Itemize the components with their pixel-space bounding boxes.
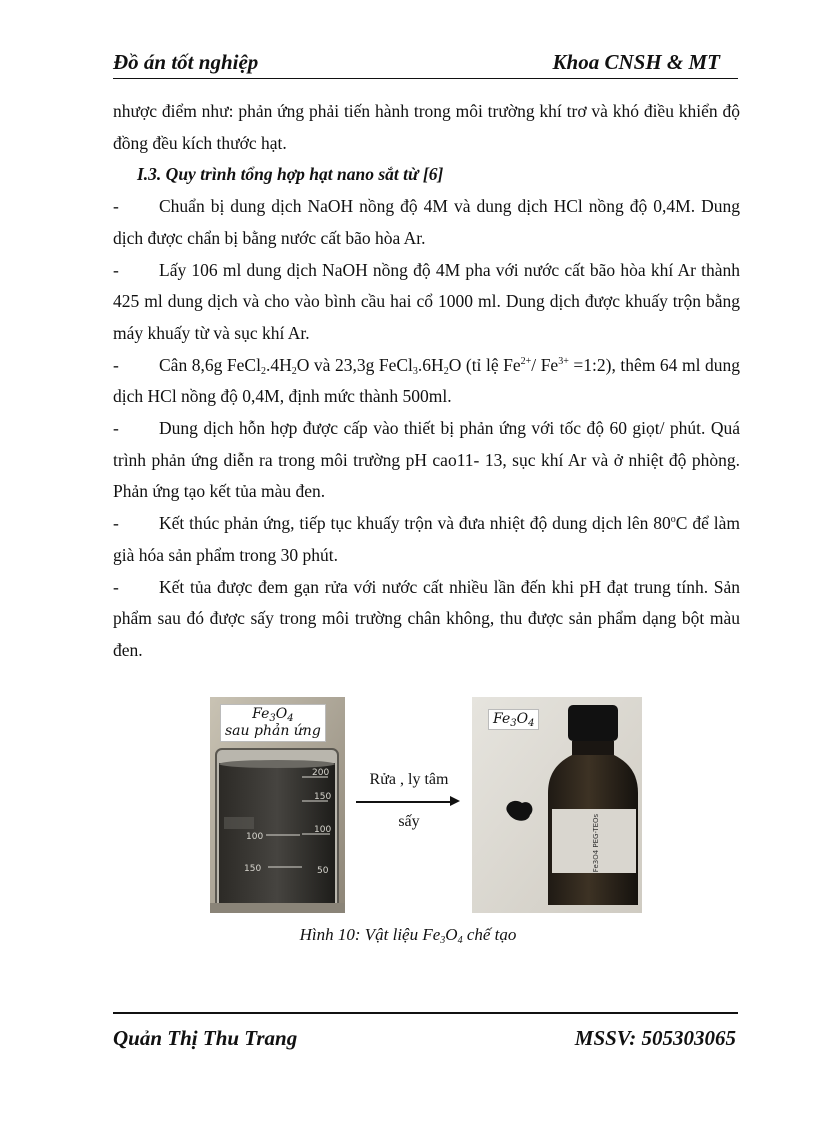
section-heading: I.3. Quy trình tổng hợp hạt nano sắt từ [6]	[137, 164, 444, 185]
process-arrow	[350, 767, 468, 837]
arrow-label-top: Rửa , ly tâm	[369, 771, 449, 788]
right-photo-label	[488, 709, 539, 730]
step-2-text: Lấy 106 ml dung dịch NaOH nồng độ 4M pha với nước cất bão hòa khí Ar thành 425 ml dung dịch và cho vào bình cầu hai cổ 1000 ml. Dung dịch được khuấy trộn bằng máy khuấy từ và sục khí Ar.	[113, 259, 740, 343]
step-dash: -	[113, 576, 119, 597]
step-2	[113, 255, 740, 350]
step-3-text-2: .4H	[265, 354, 292, 375]
subscript: 3	[412, 365, 418, 377]
subscript: 4	[287, 713, 294, 724]
label-o: O	[275, 706, 288, 722]
step-3-text-1: Cân 8,6g FeCl	[159, 354, 261, 375]
caption-o: O	[445, 925, 458, 944]
step-6	[113, 572, 740, 667]
arrow-line	[356, 801, 452, 803]
subscript: 4	[457, 935, 463, 946]
caption-text-2: chế tạo	[462, 925, 517, 944]
step-5-text-2: C để làm già hóa sản phẩm trong 30 phút.	[113, 513, 740, 565]
superscript: o	[670, 514, 676, 526]
figure-10	[210, 697, 642, 913]
step-3	[113, 350, 740, 413]
beaker-mark-50: 50	[317, 866, 329, 876]
arrow-right-icon	[450, 796, 460, 806]
beaker-photo	[210, 697, 345, 913]
subscript: 2	[443, 365, 449, 377]
body-text	[113, 96, 740, 667]
header-left: Đồ án tốt nghiệp	[113, 50, 259, 74]
step-1	[113, 191, 740, 254]
footer-student-id: MSSV: 505303065	[574, 1026, 736, 1050]
footer-author: Quản Thị Thu Trang	[113, 1026, 298, 1050]
beaker-mark-100-right: 100	[314, 825, 332, 835]
left-photo-label	[220, 704, 326, 742]
step-dash: -	[113, 196, 119, 217]
header-right: Khoa CNSH & MT	[552, 50, 720, 74]
intro-line-2: khiển độ đồng đều kích thước hạt.	[113, 101, 740, 153]
beaker-mark-100-left: 100	[246, 832, 264, 842]
step-3-text-5: O (tỉ lệ Fe	[448, 354, 521, 375]
subscript: 2	[291, 365, 297, 377]
step-dash: -	[113, 259, 119, 280]
bottle-label: Fe3O4 PEG-TEOs	[592, 813, 600, 873]
subscript: 3	[269, 713, 276, 724]
step-3-text-3: O và 23,3g FeCl	[296, 354, 413, 375]
figure-caption	[0, 925, 816, 945]
step-3-text-4: .6H	[417, 354, 444, 375]
step-1-text: Chuẩn bị dung dịch NaOH nồng độ 4M và dung dịch HCl nồng độ 0,4M. Dung dịch được chẩn bị bằng nước cất bão hòa Ar.	[113, 196, 740, 248]
subscript: 2	[260, 365, 266, 377]
subscript: 3	[440, 935, 446, 946]
subscript: 3	[510, 718, 517, 729]
page-footer	[113, 1026, 738, 1056]
label-o: O	[516, 711, 529, 727]
step-3-text-7: =1:2), thêm 64 ml dung dịch HCl nồng độ 0,4M, định mức thành 500ml.	[113, 354, 740, 407]
step-4	[113, 413, 740, 508]
page-header	[113, 50, 738, 79]
step-dash: -	[113, 513, 119, 534]
label-fe: Fe	[252, 706, 270, 722]
label-fe: Fe	[493, 711, 511, 727]
superscript: 2+	[520, 355, 532, 367]
intro-line-1: nhược điểm như: phản ứng phải tiến hành trong môi trường khí trơ và khó điều	[113, 101, 674, 121]
subscript: 4	[528, 718, 535, 729]
step-dash: -	[113, 418, 119, 439]
step-6-text: Kết tủa được đem gạn rửa với nước cất nhiều lần đến khi pH đạt trung tính. Sản phẩm sau đó được sấy trong môi trường chân không, thu được sản phẩm dạng bột màu đen.	[113, 576, 740, 660]
footer-divider	[113, 1012, 738, 1014]
beaker-mark-150: 150	[314, 792, 332, 802]
step-4-text: Dung dịch hỗn hợp được cấp vào thiết bị phản ứng với tốc độ 60 giọt/ phút. Quá trình phản ứng diễn ra trong môi trường pH cao11- 13, sục khí Ar và ở nhiệt độ phòng. Phản ứng tạo kết tủa màu đen.	[113, 418, 740, 502]
beaker-mark-150-left: 150	[244, 864, 262, 874]
step-3-text-6: / Fe	[531, 354, 559, 375]
step-5	[113, 508, 740, 571]
bottle-photo	[472, 697, 642, 913]
superscript: 3+	[558, 355, 569, 367]
step-5-text-1: Kết thúc phản ứng, tiếp tục khuấy trộn và đưa nhiệt độ dung dịch lên 80	[159, 513, 671, 534]
arrow-label-bottom: sấy	[398, 813, 420, 830]
step-dash: -	[113, 354, 119, 375]
caption-text-1: Hình 10: Vật liệu Fe	[299, 925, 441, 944]
intro-paragraph	[113, 96, 740, 159]
beaker-mark-200: 200	[312, 768, 330, 778]
label-line-2: sau phản ứng	[225, 723, 321, 739]
